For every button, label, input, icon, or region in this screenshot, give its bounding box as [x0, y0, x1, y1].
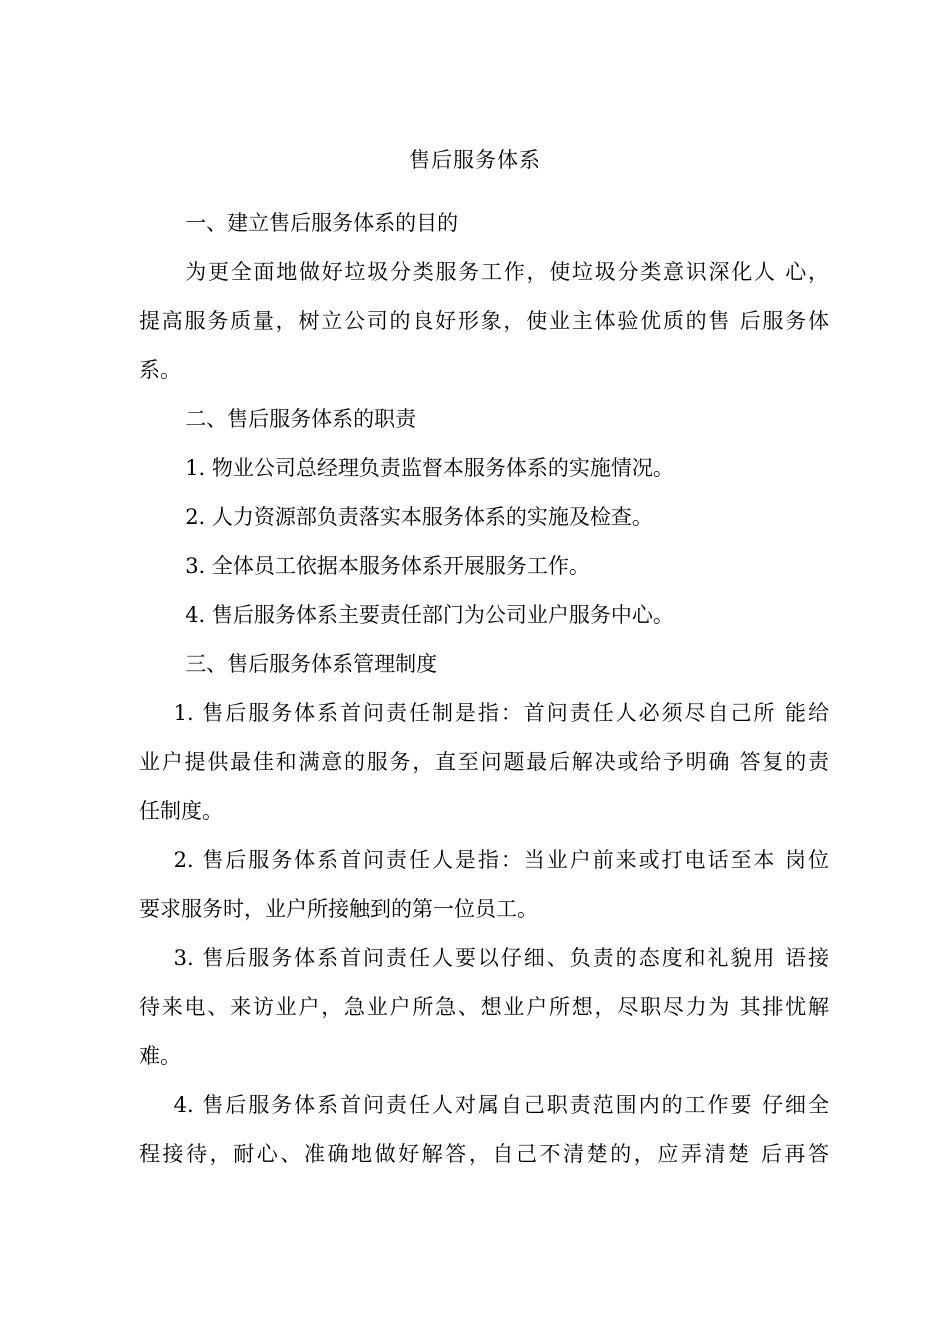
paragraph-line: 系。 [139, 358, 181, 382]
document-title: 售后服务体系 [409, 148, 541, 172]
paragraph-line: 4. 售后服务体系首问责任人对属自己职责范围内的工作要 仔细全 [173, 1093, 829, 1117]
paragraph-line: 为更全面地做好垃圾分类服务工作，使垃圾分类意识深化人 心， [185, 260, 829, 284]
paragraph-line: 难。 [139, 1044, 181, 1068]
paragraph-line: 1. 物业公司总经理负责监督本服务体系的实施情况。 [185, 456, 674, 480]
paragraph-line: 二、售后服务体系的职责 [185, 407, 417, 431]
paragraph-line: 2. 人力资源部负责落实本服务体系的实施及检查。 [185, 505, 653, 529]
paragraph-line: 4. 售后服务体系主要责任部门为公司业户服务中心。 [185, 603, 674, 627]
paragraph-line: 三、售后服务体系管理制度 [185, 652, 438, 676]
paragraph-line: 待来电、来访业户，急业户所急、想业户所想，尽职尽力为 其排忧解 [139, 995, 829, 1019]
paragraph-line: 1. 售后服务体系首问责任制是指：首问责任人必须尽自己所 能给 [173, 701, 829, 725]
paragraph-line: 3. 全体员工依据本服务体系开展服务工作。 [185, 554, 590, 578]
paragraph-line: 业户提供最佳和满意的服务，直至问题最后解决或给予明确 答复的责 [139, 750, 829, 774]
paragraph-line: 3. 售后服务体系首问责任人要以仔细、负责的态度和礼貌用 语接 [173, 946, 829, 970]
paragraph-line: 任制度。 [139, 799, 223, 823]
paragraph-line: 要求服务时，业户所接触到的第一位员工。 [139, 897, 538, 921]
paragraph-line: 一、建立售后服务体系的目的 [185, 211, 459, 235]
paragraph-line: 提高服务质量，树立公司的良好形象，使业主体验优质的售 后服务体 [139, 309, 829, 333]
document-body [139, 199, 829, 1179]
paragraph-line: 程接待，耐心、准确地做好解答，自己不清楚的，应弄清楚 后再答 [139, 1142, 829, 1166]
paragraph-line: 2. 售后服务体系首问责任人是指：当业户前来或打电话至本 岗位 [173, 848, 829, 872]
